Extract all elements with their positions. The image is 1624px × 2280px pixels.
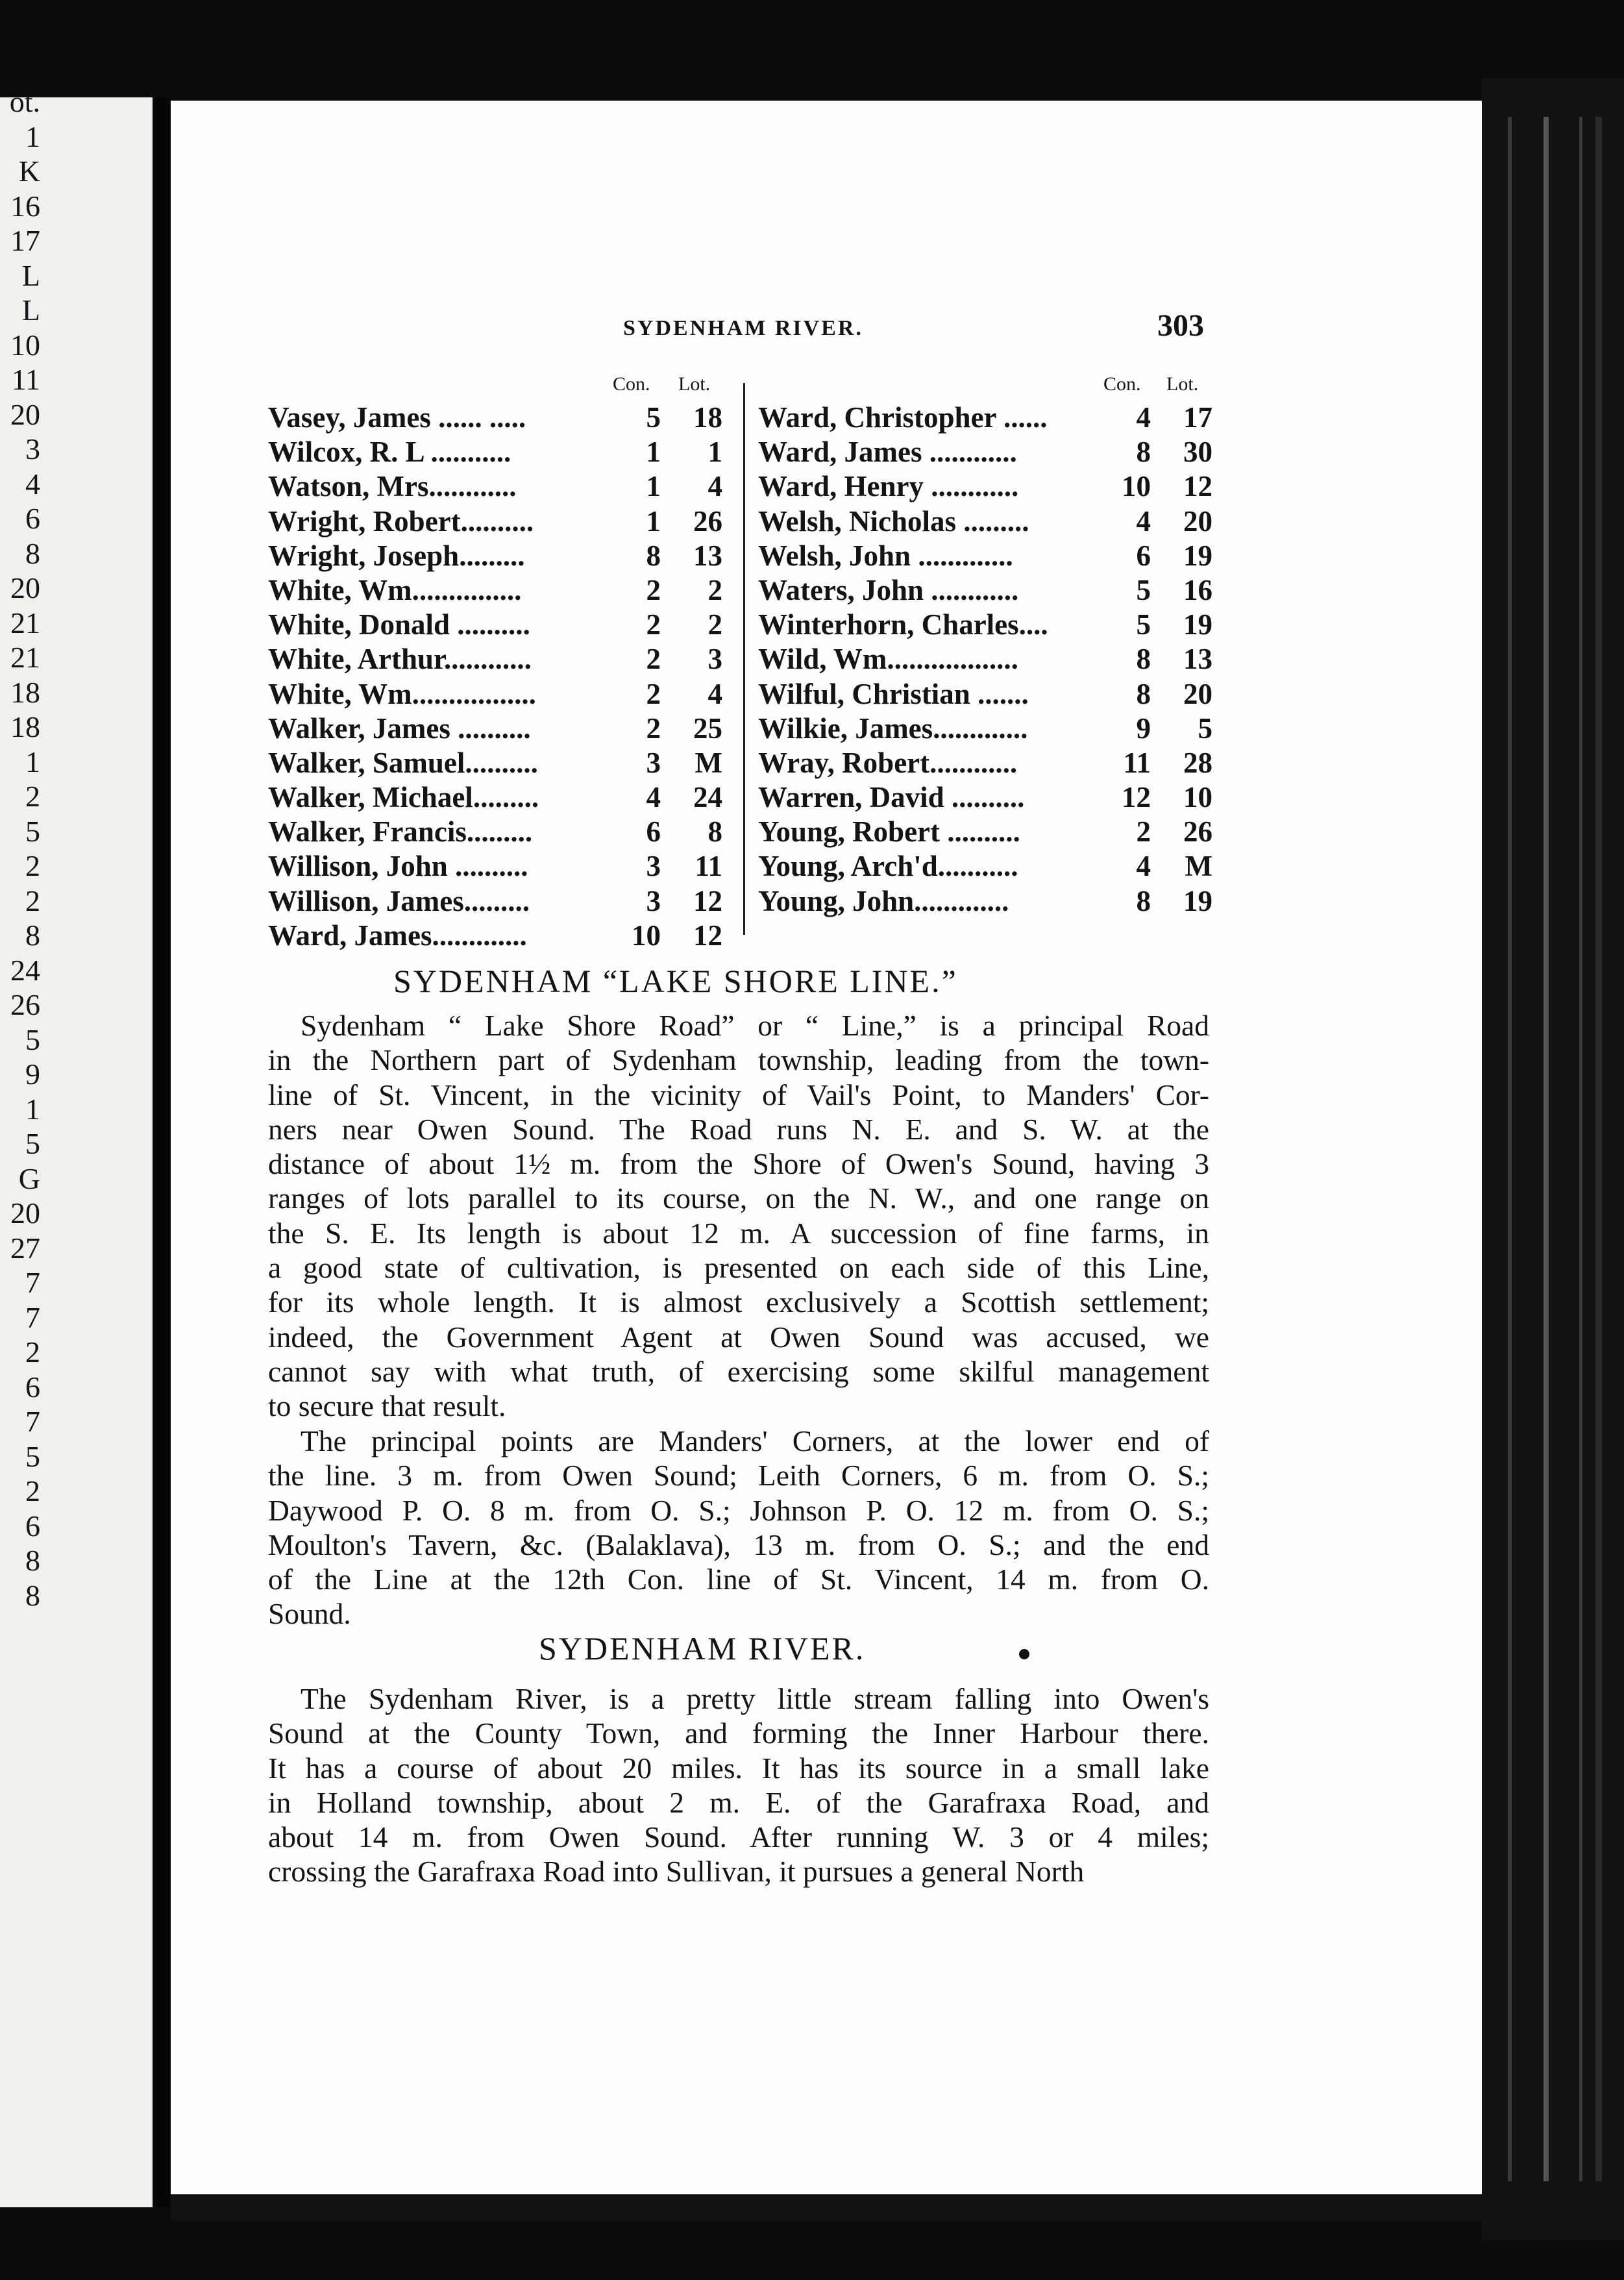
entry-name: White, Wm............... xyxy=(268,573,522,606)
text-line: crossing the Garafraxa Road into Sullivan, it pursues a general North xyxy=(268,1855,1085,1889)
left-edge-fragment: 8 xyxy=(25,1544,40,1577)
entry-lot: 18 xyxy=(693,401,722,434)
directory-entry xyxy=(758,435,1212,469)
left-edge-fragment: 7 xyxy=(25,1266,40,1299)
entry-lot: 2 xyxy=(707,573,722,606)
text-line: cannot say with what truth, of exercising some skilful management xyxy=(268,1354,1209,1388)
text-line: ranges of lots parallel to its course, on the N. W., and one range on xyxy=(268,1182,1209,1215)
entry-name: Ward, James ............ xyxy=(758,436,1017,469)
directory-entry xyxy=(758,504,1212,539)
entry-lot: 13 xyxy=(693,539,722,572)
entry-name: Wilcox, R. L ........... xyxy=(268,436,511,469)
entry-name: Walker, Michael......... xyxy=(268,781,539,814)
left-edge-fragment: 7 xyxy=(25,1405,40,1438)
left-edge-fragment: 1 xyxy=(25,119,40,153)
entry-concession: 2 xyxy=(646,677,661,710)
left-edge-fragment: 20 xyxy=(10,397,40,431)
left-edge-fragment: 6 xyxy=(25,1370,40,1404)
text-line: the line. 3 m. from Owen Sound; Leith Corners, 6 m. from O. S.; xyxy=(268,1459,1209,1493)
left-edge-fragment: 1 xyxy=(25,745,40,778)
entry-concession: 4 xyxy=(646,781,661,814)
text-line: indeed, the Government Agent at Owen Sound was accused, we xyxy=(268,1320,1209,1354)
entry-name: Walker, Francis......... xyxy=(268,815,533,849)
entry-concession: 10 xyxy=(632,919,661,952)
entry-concession: 3 xyxy=(646,746,661,779)
left-edge-fragment: 5 xyxy=(25,814,40,848)
left-page-edge-numbers xyxy=(0,84,45,1623)
left-edge-fragment: 9 xyxy=(25,1058,40,1091)
entry-name: Wilkie, James............. xyxy=(758,712,1028,745)
directory-entry xyxy=(758,677,1212,712)
entry-lot: M xyxy=(695,746,722,779)
text-line: in the Northern part of Sydenham township, leading from the town- xyxy=(268,1043,1209,1077)
column-divider xyxy=(743,383,745,935)
left-edge-fragment: 10 xyxy=(10,328,40,362)
page-number: 303 xyxy=(1157,308,1204,343)
left-edge-fragment: 8 xyxy=(25,919,40,952)
directory-entry xyxy=(758,573,1212,608)
directory-entry xyxy=(268,504,722,539)
entry-lot: 25 xyxy=(693,712,722,745)
entry-name: White, Arthur............ xyxy=(268,643,532,676)
left-edge-fragment: L xyxy=(21,258,40,292)
left-edge-fragment: 3 xyxy=(25,432,40,465)
entry-lot: 30 xyxy=(1183,436,1212,469)
lake-shore-paragraph-2 xyxy=(268,1424,1209,1631)
page-bottom-shadow xyxy=(171,2194,1482,2220)
entry-concession: 10 xyxy=(1122,470,1151,503)
left-edge-fragment: L xyxy=(21,293,40,327)
left-edge-fragment: K xyxy=(18,155,40,188)
text-line: in Holland township, about 2 m. E. of the Garafraxa Road, and xyxy=(268,1785,1209,1819)
entry-concession: 9 xyxy=(1136,712,1151,745)
entry-name: Winterhorn, Charles.... xyxy=(758,608,1048,641)
left-edge-fragment: 4 xyxy=(25,467,40,501)
entry-concession: 5 xyxy=(1136,608,1151,641)
left-edge-fragment: 20 xyxy=(10,1196,40,1230)
binding-gutter xyxy=(153,97,171,2207)
entry-lot: 2 xyxy=(707,608,722,641)
entry-name: Wray, Robert............ xyxy=(758,746,1018,779)
left-edge-fragment: 5 xyxy=(25,1022,40,1056)
entry-name: Vasey, James ...... ..... xyxy=(268,401,526,434)
entry-concession: 8 xyxy=(1136,677,1151,710)
text-line: for its whole length. It is almost exclusively a Scottish settlement; xyxy=(268,1285,1209,1319)
directory-entry xyxy=(268,401,722,435)
entry-lot: 17 xyxy=(1183,401,1212,434)
left-edge-fragment: 1 xyxy=(25,1092,40,1126)
entry-concession: 8 xyxy=(646,539,661,572)
left-edge-fragment: 18 xyxy=(10,710,40,743)
river-heading: SYDENHAM RIVER. xyxy=(539,1630,866,1667)
entry-name: Ward, Henry ............ xyxy=(758,470,1019,503)
directory-entry xyxy=(268,608,722,642)
left-edge-fragment: 5 xyxy=(25,1127,40,1160)
entry-name: Waters, John ............ xyxy=(758,573,1019,606)
entry-concession: 5 xyxy=(646,401,661,434)
left-edge-fragment: 24 xyxy=(10,953,40,987)
entry-name: Ward, James............. xyxy=(268,919,527,952)
text-line: of the Line at the 12th Con. line of St. Vincent, 14 m. from O. xyxy=(268,1563,1209,1596)
entry-concession: 12 xyxy=(1122,781,1151,814)
entry-lot: 4 xyxy=(707,470,722,503)
directory-entry xyxy=(758,469,1212,504)
entry-name: Young, Robert .......... xyxy=(758,815,1020,849)
entry-concession: 11 xyxy=(1123,746,1151,779)
text-line: a good state of cultivation, is presented on each side of this Line, xyxy=(268,1251,1209,1285)
left-edge-fragment: 21 xyxy=(10,606,40,639)
directory-entry xyxy=(268,884,722,919)
right-lot-heading: Lot. xyxy=(1166,373,1199,395)
entry-name: Welsh, John ............. xyxy=(758,539,1013,572)
entry-concession: 1 xyxy=(646,436,661,469)
entry-lot: 12 xyxy=(693,884,722,917)
left-edge-fragment: 6 xyxy=(25,1509,40,1543)
entry-concession: 4 xyxy=(1136,504,1151,538)
entry-lot: 5 xyxy=(1198,712,1212,745)
left-edge-fragment: 21 xyxy=(10,641,40,674)
directory-entry xyxy=(268,780,722,815)
left-edge-fragment: 20 xyxy=(10,571,40,604)
entry-name: Welsh, Nicholas ......... xyxy=(758,504,1029,538)
directory-entry xyxy=(268,849,722,884)
entry-concession: 1 xyxy=(646,504,661,538)
entry-lot: M xyxy=(1185,850,1212,883)
entry-lot: 11 xyxy=(695,850,722,883)
left-edge-fragment: ot. xyxy=(9,85,40,118)
entry-name: Young, John............. xyxy=(758,884,1009,917)
entry-lot: 16 xyxy=(1183,573,1212,606)
left-edge-fragment: 5 xyxy=(25,1439,40,1473)
entry-concession: 1 xyxy=(646,470,661,503)
text-line: Sound at the County Town, and forming the Inner Harbour there. xyxy=(268,1716,1209,1750)
directory-entry xyxy=(758,539,1212,573)
text-line: Moulton's Tavern, &c. (Balaklava), 13 m. from O. S.; and the end xyxy=(268,1528,1209,1561)
directory-entry xyxy=(758,608,1212,642)
directory-entry xyxy=(758,780,1212,815)
left-edge-fragment: 2 xyxy=(25,1474,40,1507)
entry-concession: 8 xyxy=(1136,436,1151,469)
entry-lot: 26 xyxy=(693,504,722,538)
entry-lot: 10 xyxy=(1183,781,1212,814)
entry-lot: 24 xyxy=(693,781,722,814)
bullet-mark xyxy=(1019,1649,1029,1659)
entry-concession: 6 xyxy=(1136,539,1151,572)
right-con-heading: Con. xyxy=(1103,373,1141,395)
entry-concession: 3 xyxy=(646,884,661,917)
entry-concession: 2 xyxy=(646,573,661,606)
entry-lot: 12 xyxy=(693,919,722,952)
entry-concession: 8 xyxy=(1136,884,1151,917)
entry-lot: 28 xyxy=(1183,746,1212,779)
entry-concession: 3 xyxy=(646,850,661,883)
left-edge-fragment: G xyxy=(18,1161,40,1195)
entry-lot: 19 xyxy=(1183,608,1212,641)
directory-entry xyxy=(758,746,1212,780)
text-line: the S. E. Its length is about 12 m. A succession of fine farms, in xyxy=(268,1216,1209,1250)
directory-entry xyxy=(268,677,722,712)
river-paragraph xyxy=(268,1681,1209,1889)
entry-lot: 1 xyxy=(707,436,722,469)
entry-concession: 2 xyxy=(646,608,661,641)
left-edge-fragment: 2 xyxy=(25,849,40,882)
entry-lot: 13 xyxy=(1183,643,1212,676)
entry-name: Walker, Samuel.......... xyxy=(268,746,538,779)
text-line: Sound. xyxy=(268,1597,351,1631)
left-edge-fragment: 16 xyxy=(10,189,40,223)
entry-name: Walker, James .......... xyxy=(268,712,531,745)
entry-name: Wild, Wm.................. xyxy=(758,643,1018,676)
left-edge-fragment: 2 xyxy=(25,884,40,917)
text-line: line of St. Vincent, in the vicinity of Vail's Point, to Manders' Cor- xyxy=(268,1078,1209,1111)
entry-concession: 4 xyxy=(1136,850,1151,883)
entry-concession: 8 xyxy=(1136,643,1151,676)
directory-entry xyxy=(268,469,722,504)
left-con-heading: Con. xyxy=(613,373,650,395)
directory-entry xyxy=(758,884,1212,919)
directory-entry xyxy=(268,642,722,676)
directory-entry xyxy=(268,815,722,849)
directory-entry xyxy=(758,849,1212,884)
directory-entry xyxy=(268,919,722,953)
text-line: The principal points are Manders' Corners, at the lower end of xyxy=(301,1424,1209,1457)
entry-name: White, Wm................. xyxy=(268,677,536,710)
entry-concession: 2 xyxy=(1136,815,1151,849)
directory-entry xyxy=(268,573,722,608)
entry-lot: 19 xyxy=(1183,884,1212,917)
entry-concession: 2 xyxy=(646,643,661,676)
left-entry-list xyxy=(268,401,722,953)
directory-entry xyxy=(268,746,722,780)
text-line: Daywood P. O. 8 m. from O. S.; Johnson P. O. 12 m. from O. S.; xyxy=(268,1493,1209,1527)
entry-name: Young, Arch'd........... xyxy=(758,850,1018,883)
entry-lot: 20 xyxy=(1183,504,1212,538)
text-line: distance of about 1½ m. from the Shore of Owen's Sound, having 3 xyxy=(268,1147,1209,1181)
entry-lot: 20 xyxy=(1183,677,1212,710)
left-edge-fragment: 11 xyxy=(11,363,40,396)
book-spine-edge xyxy=(1482,78,1624,2240)
directory-entry xyxy=(758,712,1212,746)
left-edge-fragment: 17 xyxy=(10,224,40,257)
text-line: It has a course of about 20 miles. It has its source in a small lake xyxy=(268,1751,1209,1785)
lake-shore-paragraph-1 xyxy=(268,1008,1209,1424)
entry-name: White, Donald .......... xyxy=(268,608,530,641)
left-edge-fragment: 27 xyxy=(10,1231,40,1265)
left-edge-fragment: 7 xyxy=(25,1300,40,1334)
left-edge-fragment: 8 xyxy=(25,1578,40,1612)
entry-name: Ward, Christopher ...... xyxy=(758,401,1048,434)
directory-entry xyxy=(268,539,722,573)
left-lot-heading: Lot. xyxy=(678,373,711,395)
left-facing-page xyxy=(0,85,153,2207)
text-line: ners near Owen Sound. The Road runs N. E. and S. W. at the xyxy=(268,1112,1209,1146)
entry-lot: 12 xyxy=(1183,470,1212,503)
entry-name: Wright, Joseph......... xyxy=(268,539,525,572)
text-line: to secure that result. xyxy=(268,1389,506,1423)
entry-name: Warren, David .......... xyxy=(758,781,1025,814)
left-edge-fragment: 26 xyxy=(10,988,40,1021)
left-edge-fragment: 18 xyxy=(10,675,40,709)
left-edge-fragment: 2 xyxy=(25,1335,40,1369)
text-line: Sydenham “ Lake Shore Road” or “ Line,” is a principal Road xyxy=(301,1009,1209,1042)
lake-shore-heading: SYDENHAM “LAKE SHORE LINE.” xyxy=(393,963,958,999)
entry-name: Willison, James......... xyxy=(268,884,530,917)
entry-lot: 19 xyxy=(1183,539,1212,572)
directory-entry xyxy=(758,642,1212,676)
entry-lot: 4 xyxy=(707,677,722,710)
entry-name: Wilful, Christian ....... xyxy=(758,677,1029,710)
entry-lot: 26 xyxy=(1183,815,1212,849)
right-entry-list xyxy=(758,401,1212,919)
entry-name: Watson, Mrs............ xyxy=(268,470,517,503)
text-line: about 14 m. from Owen Sound. After running W. 3 or 4 miles; xyxy=(268,1820,1209,1854)
running-head: SYDENHAM RIVER. xyxy=(623,316,863,340)
left-edge-fragment: 2 xyxy=(25,780,40,813)
left-edge-fragment: 8 xyxy=(25,536,40,570)
entry-name: Willison, John .......... xyxy=(268,850,528,883)
directory-entry xyxy=(758,401,1212,435)
entry-lot: 3 xyxy=(707,643,722,676)
entry-lot: 8 xyxy=(707,815,722,849)
directory-entry xyxy=(268,435,722,469)
text-line: The Sydenham River, is a pretty little stream falling into Owen's xyxy=(301,1682,1209,1715)
entry-name: Wright, Robert.......... xyxy=(268,504,534,538)
left-edge-fragment: 6 xyxy=(25,502,40,535)
entry-concession: 2 xyxy=(646,712,661,745)
entry-concession: 4 xyxy=(1136,401,1151,434)
directory-entry xyxy=(268,712,722,746)
directory-entry xyxy=(758,815,1212,849)
entry-concession: 6 xyxy=(646,815,661,849)
entry-concession: 5 xyxy=(1136,573,1151,606)
